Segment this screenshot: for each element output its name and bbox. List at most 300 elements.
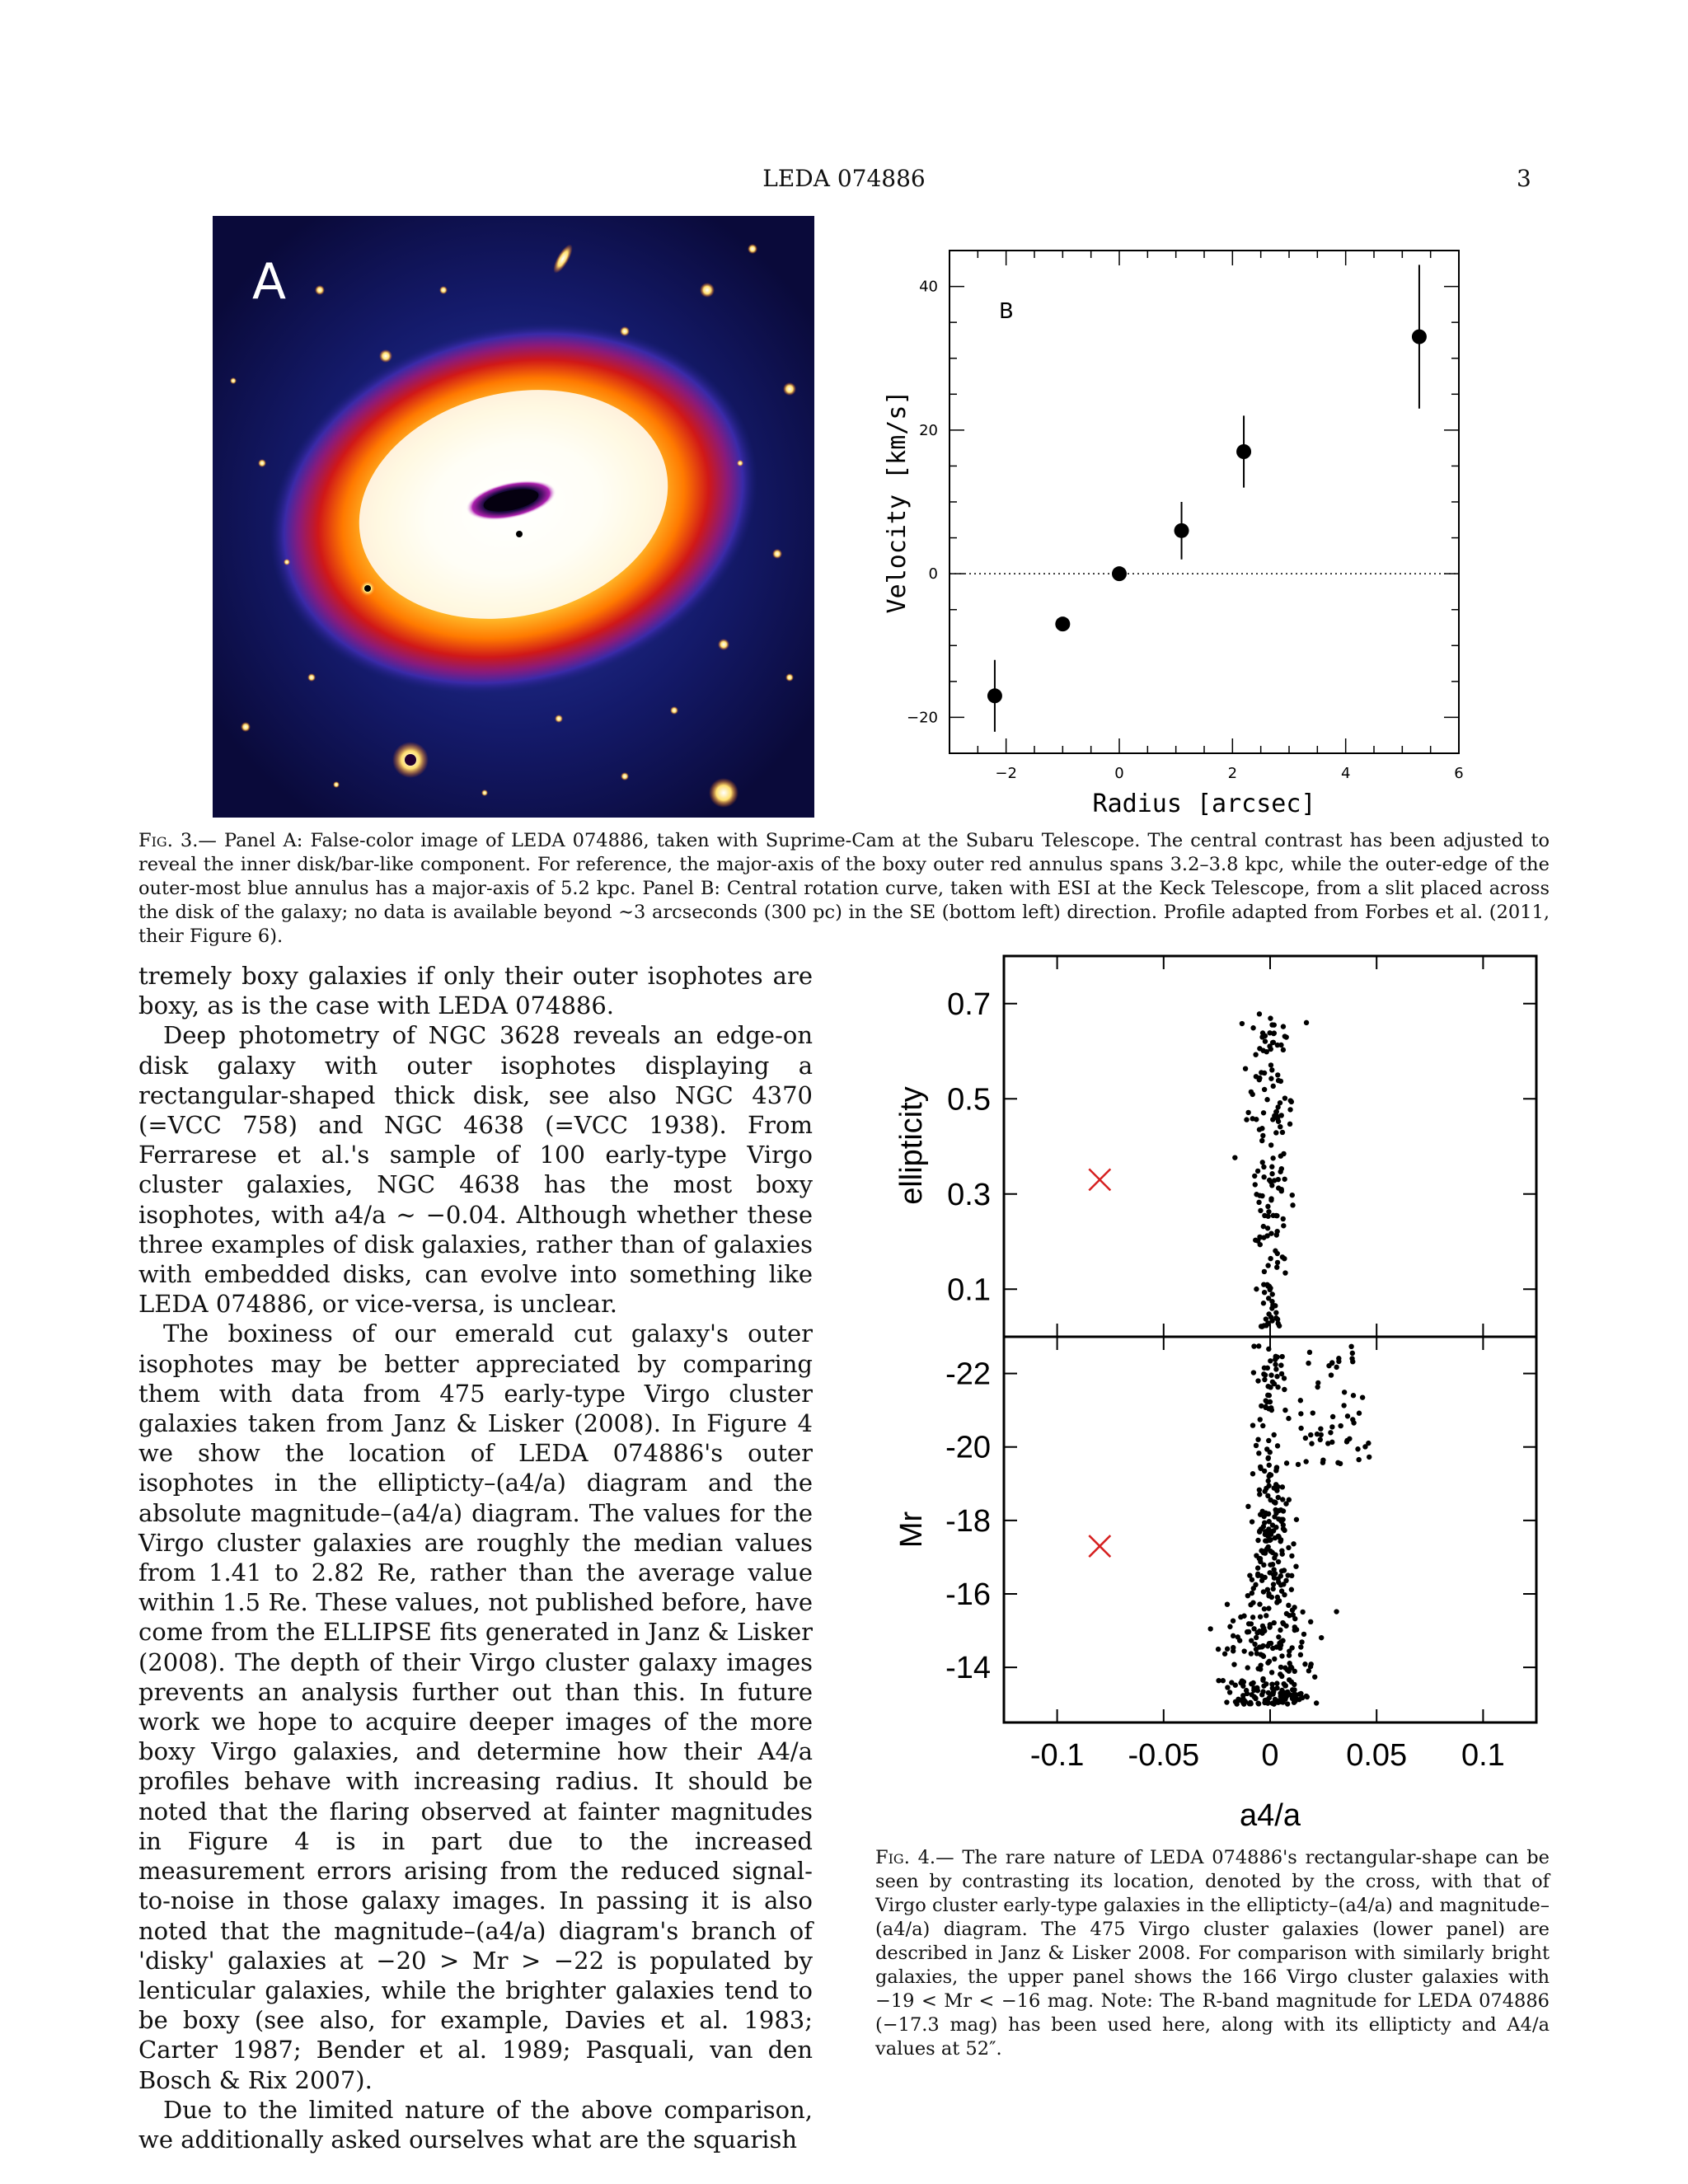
virgo-galaxy-point <box>1325 1441 1330 1446</box>
virgo-galaxy-point <box>1261 1371 1266 1376</box>
virgo-galaxy-point <box>1344 1439 1349 1444</box>
virgo-galaxy-point <box>1246 1621 1251 1626</box>
virgo-galaxy-point <box>1275 1577 1280 1582</box>
virgo-galaxy-point <box>1267 1178 1272 1183</box>
virgo-galaxy-point <box>1274 1600 1279 1605</box>
virgo-galaxy-point <box>1257 1488 1262 1493</box>
virgo-galaxy-point <box>1262 1520 1267 1525</box>
virgo-galaxy-point <box>1275 1251 1280 1256</box>
virgo-galaxy-point <box>1253 1052 1258 1057</box>
virgo-galaxy-point <box>1260 1423 1265 1428</box>
virgo-galaxy-point <box>1273 1315 1278 1320</box>
virgo-galaxy-point <box>1266 1479 1271 1483</box>
virgo-galaxy-point <box>1254 1117 1259 1122</box>
virgo-galaxy-point <box>1276 1185 1281 1190</box>
virgo-galaxy-point <box>1273 1500 1278 1505</box>
x-tick-label: 4 <box>1340 765 1351 782</box>
virgo-galaxy-point <box>1261 1301 1266 1305</box>
virgo-galaxy-point <box>1307 1350 1312 1355</box>
virgo-galaxy-point <box>1301 1632 1306 1637</box>
virgo-galaxy-point <box>1258 1666 1263 1671</box>
virgo-galaxy-point <box>1243 1066 1248 1071</box>
virgo-galaxy-point <box>1269 1165 1274 1169</box>
virgo-galaxy-point <box>1282 1095 1287 1100</box>
virgo-galaxy-point <box>1356 1457 1361 1462</box>
leda-cross-markers <box>1089 1169 1110 1557</box>
virgo-galaxy-point <box>1270 1522 1275 1527</box>
virgo-galaxy-point <box>1271 1031 1276 1036</box>
virgo-galaxy-point <box>1249 1090 1254 1094</box>
y-tick-label: 0.5 <box>947 1082 991 1118</box>
virgo-galaxy-point <box>1268 1385 1273 1390</box>
virgo-galaxy-point <box>1279 1371 1284 1376</box>
y-tick-label: 40 <box>919 278 938 296</box>
virgo-galaxy-point <box>1267 1659 1272 1664</box>
paragraph-3: The boxiness of our emerald cut galaxy's outer isophotes may be better appreciated by comparing them with data from 475 early-type Virgo cluster galaxies taken from Janz & Lisker (2008). In Figure 4 we show the location of LEDA 074886's outer isophotes in the ellipticty–(a4/a) diagram and the absolute magnitude–(a4/a) diagram. The values for the Virgo cluster galaxies are roughly the median values from 1.41 to 2.82 Re, rather than the average value within 1.5 Re. These values, not published before, have come from the ELLIPSE fits generated in Janz & Lisker (2008). The depth of their Virgo cluster galaxy images prevents an analysis further out than this. In future work we hope to acquire deeper images of the more boxy Virgo galaxies, and determine how their A4/a profiles behave with increasing radius. It should be noted that the flaring observed at fainter magnitudes in Figure 4 is in part due to the increased measurement errors arising from the reduced signal-to-noise in those galaxy images. In passing it is also noted that the magnitude–(a4/a) diagram's branch of 'disky' galaxies at −20 > Mr > −22 is populated by lenticular galaxies, while the brighter galaxies tend to be boxy (see also, for example, Davies et al. 1983; Carter 1987; Bender et al. 1989; Pasquali, van den Bosch & Rix 2007). <box>138 1319 813 2094</box>
virgo-galaxy-point <box>1275 1072 1280 1077</box>
virgo-galaxy-point <box>1261 1174 1266 1179</box>
virgo-galaxy-point <box>1261 1550 1266 1555</box>
virgo-galaxy-point <box>1269 1670 1274 1675</box>
virgo-galaxy-point <box>1253 1695 1258 1700</box>
virgo-galaxy-point <box>1367 1455 1372 1460</box>
virgo-galaxy-point <box>1273 1130 1278 1135</box>
virgo-galaxy-point <box>1232 1155 1237 1160</box>
virgo-galaxy-point <box>1268 1256 1273 1261</box>
virgo-galaxy-point <box>1250 1615 1255 1619</box>
virgo-galaxy-point <box>1266 1483 1271 1488</box>
paragraph-2: Deep photometry of NGC 3628 reveals an edge-on disk galaxy with outer isophotes displaying a rectangular-shaped thick disk, see also NGC 4370 (=VCC 758) and NGC 4638 (=VCC 1938). From Ferrarese et al.'s sample of 100 early-type Virgo cluster galaxies, NGC 4638 has the most boxy isophotes, with a4/a ∼ −0.04. Although whether these three examples of disk galaxies, rather than of galaxies with embedded disks, can evolve into something like LEDA 074886, or vice-versa, is unclear. <box>138 1021 813 1319</box>
figure3-caption-text: Panel A: False-color image of LEDA 074886, taken with Suprime-Cam at the Subaru Telescope. The central contrast has been adjusted to reveal the inner disk/bar-like component. For reference, the major-axis of the boxy outer red annulus spans 3.2–3.8 kpc, while the outer-edge of the outer-most blue annulus has a major-axis of 5.2 kpc. Panel B: Central rotation curve, taken with ESI at the Keck Telescope, from a slit placed across the disk of the galaxy; no data is available beyond ∼3 arcseconds (300 pc) in the SE (bottom left) direction. Profile adapted from Forbes et al. (2011, their Figure 6). <box>138 830 1550 947</box>
figure3-panel-a-image <box>213 216 814 818</box>
virgo-galaxy-point <box>1274 1680 1279 1685</box>
virgo-galaxy-point <box>1227 1690 1232 1694</box>
virgo-galaxy-point <box>1258 1466 1263 1471</box>
virgo-galaxy-point <box>1279 1674 1284 1679</box>
virgo-galaxy-point <box>1260 1133 1265 1138</box>
virgo-galaxy-point <box>1280 1254 1285 1259</box>
virgo-galaxy-point <box>1298 1411 1303 1416</box>
velocity-point <box>1412 330 1427 344</box>
virgo-galaxy-point <box>1292 1616 1297 1621</box>
virgo-galaxy-point <box>1274 1465 1279 1469</box>
virgo-galaxy-point <box>1366 1441 1371 1446</box>
virgo-galaxy-point <box>1270 1691 1275 1696</box>
virgo-galaxy-point <box>1299 1639 1304 1644</box>
virgo-galaxy-point <box>1267 1624 1272 1629</box>
virgo-galaxy-point <box>1283 1578 1288 1583</box>
x-tick-label: -0.05 <box>1128 1738 1200 1773</box>
virgo-galaxy-point <box>1254 1192 1259 1197</box>
virgo-galaxy-point <box>1254 1635 1259 1640</box>
virgo-galaxy-point <box>1249 1638 1254 1643</box>
virgo-galaxy-point <box>1259 1193 1264 1198</box>
virgo-galaxy-point <box>1282 1177 1287 1182</box>
virgo-galaxy-point <box>1282 1408 1287 1413</box>
virgo-galaxy-point <box>1329 1360 1334 1365</box>
virgo-galaxy-point <box>1282 1376 1287 1380</box>
virgo-galaxy-point <box>1273 1213 1278 1218</box>
virgo-galaxy-point <box>1269 1022 1274 1027</box>
virgo-galaxy-point <box>1259 1324 1264 1329</box>
virgo-galaxy-point <box>1244 1117 1249 1122</box>
virgo-galaxy-point <box>1222 1652 1227 1657</box>
virgo-galaxy-point <box>1282 1697 1287 1702</box>
x-tick-label: 6 <box>1454 765 1464 782</box>
virgo-galaxy-point <box>1335 1460 1340 1465</box>
virgo-galaxy-point <box>1257 1601 1262 1606</box>
virgo-galaxy-point <box>1259 1034 1264 1039</box>
virgo-galaxy-point <box>1268 1562 1273 1567</box>
virgo-galaxy-point <box>1268 1537 1273 1542</box>
virgo-galaxy-point <box>1269 1595 1274 1600</box>
virgo-galaxy-point <box>1274 1685 1279 1690</box>
virgo-galaxy-point <box>1360 1394 1365 1399</box>
virgo-galaxy-point <box>1298 1652 1303 1657</box>
virgo-galaxy-point <box>1268 1062 1273 1067</box>
virgo-galaxy-point <box>1260 1160 1265 1165</box>
virgo-galaxy-point <box>1281 1223 1286 1228</box>
virgo-galaxy-point <box>1238 1680 1243 1685</box>
virgo-galaxy-point <box>1315 1432 1320 1436</box>
virgo-galaxy-point <box>1312 1675 1317 1680</box>
virgo-galaxy-point <box>1338 1423 1343 1428</box>
virgo-galaxy-point <box>1251 1370 1256 1375</box>
figure3-caption <box>138 829 1550 949</box>
virgo-galaxy-point <box>1272 1657 1277 1661</box>
virgo-galaxy-point <box>1278 1628 1282 1633</box>
upper-y-axis-label: ellipticity <box>894 1086 929 1205</box>
virgo-galaxy-point <box>1262 1087 1267 1092</box>
virgo-galaxy-point <box>1251 1688 1256 1693</box>
virgo-galaxy-point <box>1260 1677 1265 1682</box>
virgo-galaxy-point <box>1254 1286 1259 1291</box>
virgo-galaxy-point <box>1341 1403 1346 1408</box>
virgo-galaxy-point <box>1287 1122 1292 1127</box>
virgo-galaxy-point <box>1306 1361 1311 1366</box>
velocity-point <box>1236 444 1251 459</box>
virgo-galaxy-point <box>1269 1171 1274 1176</box>
virgo-galaxy-point <box>1260 1652 1265 1657</box>
virgo-galaxy-point <box>1266 1690 1271 1695</box>
virgo-galaxy-point <box>1269 1183 1274 1188</box>
virgo-galaxy-point <box>1256 1343 1261 1348</box>
panel-a-label: A <box>252 253 287 311</box>
virgo-galaxy-point <box>1285 1572 1290 1577</box>
virgo-galaxy-point <box>1274 1109 1279 1114</box>
virgo-galaxy-point <box>1281 1047 1286 1052</box>
virgo-galaxy-point <box>1292 1624 1297 1629</box>
virgo-galaxy-point <box>1231 1648 1236 1653</box>
virgo-galaxy-point <box>1274 1232 1279 1237</box>
lower-y-axis-label: Mr <box>894 1511 929 1549</box>
virgo-galaxy-point <box>1279 1688 1284 1693</box>
virgo-galaxy-point <box>1345 1413 1350 1418</box>
virgo-galaxy-point <box>1268 1641 1273 1646</box>
virgo-galaxy-point <box>1294 1517 1299 1522</box>
virgo-galaxy-point <box>1253 1182 1258 1187</box>
virgo-galaxy-point <box>1253 1582 1258 1587</box>
virgo-galaxy-point <box>1250 1025 1255 1030</box>
y-tick-label: 0 <box>928 565 938 583</box>
virgo-galaxy-point <box>1262 1377 1267 1382</box>
virgo-galaxy-point <box>1275 1385 1280 1390</box>
virgo-galaxy-point <box>1262 1488 1267 1493</box>
virgo-galaxy-point <box>1227 1624 1232 1629</box>
virgo-galaxy-point <box>1225 1601 1230 1606</box>
y-tick-label: -22 <box>945 1357 991 1392</box>
virgo-galaxy-point <box>1290 1687 1295 1692</box>
virgo-galaxy-point <box>1266 1526 1271 1531</box>
virgo-galaxy-point <box>1282 1270 1287 1275</box>
virgo-galaxy-point <box>1286 1545 1291 1550</box>
virgo-galaxy-point <box>1290 1193 1295 1197</box>
virgo-galaxy-point <box>1264 1097 1269 1102</box>
virgo-galaxy-point <box>1225 1647 1230 1652</box>
virgo-galaxy-point <box>1261 1165 1266 1169</box>
virgo-galaxy-point <box>1282 1681 1287 1686</box>
virgo-galaxy-point <box>1278 1154 1283 1159</box>
virgo-galaxy-point <box>1330 1414 1335 1419</box>
virgo-galaxy-point <box>1286 1603 1291 1608</box>
virgo-galaxy-point <box>1237 1638 1242 1643</box>
virgo-galaxy-point <box>1274 1264 1279 1269</box>
y-tick-label: -16 <box>945 1577 991 1612</box>
virgo-galaxy-point <box>1257 1076 1262 1080</box>
virgo-galaxy-point <box>1318 1437 1323 1442</box>
virgo-galaxy-point <box>1231 1661 1236 1666</box>
virgo-galaxy-point <box>1265 1544 1270 1549</box>
virgo-galaxy-point <box>1254 1443 1259 1448</box>
virgo-galaxy-point <box>1265 1263 1270 1268</box>
virgo-galaxy-point <box>1249 1681 1254 1686</box>
plot-frame <box>950 251 1459 753</box>
x-tick-label: −2 <box>995 765 1017 782</box>
virgo-galaxy-point <box>1268 1358 1273 1363</box>
x-tick-label: 0 <box>1114 765 1124 782</box>
virgo-galaxy-point <box>1266 1311 1271 1316</box>
virgo-galaxy-point <box>1355 1446 1360 1451</box>
virgo-galaxy-point <box>1303 1459 1308 1464</box>
virgo-galaxy-point <box>1265 1393 1270 1398</box>
virgo-galaxy-point <box>1276 1559 1281 1564</box>
virgo-galaxy-point <box>1251 1343 1256 1348</box>
virgo-galaxy-point <box>1272 1432 1277 1437</box>
figure4-caption-label: Fig. 4.— <box>875 1847 954 1868</box>
virgo-galaxy-point <box>1261 1683 1266 1688</box>
virgo-galaxy-point <box>1278 1665 1283 1670</box>
virgo-galaxy-point <box>1259 1126 1264 1131</box>
virgo-galaxy-point <box>1273 1361 1278 1366</box>
virgo-galaxy-point <box>1270 1291 1275 1296</box>
virgo-galaxy-point <box>1275 1043 1280 1047</box>
virgo-galaxy-point <box>1266 1347 1271 1352</box>
virgo-galaxy-point <box>1304 1020 1309 1025</box>
virgo-galaxy-point <box>1342 1390 1347 1394</box>
virgo-galaxy-point <box>1264 1613 1268 1618</box>
virgo-galaxy-point <box>1265 1204 1270 1209</box>
virgo-galaxy-point <box>1259 1509 1264 1514</box>
virgo-galaxy-point <box>1298 1398 1303 1403</box>
virgo-galaxy-point <box>1282 1387 1287 1392</box>
y-tick-label: 20 <box>919 421 938 439</box>
figure4-caption <box>875 1846 1550 2061</box>
virgo-galaxy-point <box>1273 1366 1278 1371</box>
virgo-galaxy-point <box>1272 1178 1277 1183</box>
virgo-galaxy-point <box>1290 1607 1295 1612</box>
virgo-galaxy-point <box>1273 1482 1278 1487</box>
virgo-galaxy-point <box>1291 1541 1296 1546</box>
virgo-galaxy-point <box>1273 1357 1278 1361</box>
virgo-galaxy-point <box>1308 1432 1313 1437</box>
virgo-galaxy-point <box>1288 1098 1293 1103</box>
virgo-galaxy-point <box>1329 1424 1334 1429</box>
virgo-galaxy-point <box>1271 1084 1276 1089</box>
virgo-galaxy-point <box>1259 1573 1264 1578</box>
virgo-galaxy-point <box>1257 1011 1262 1016</box>
x-tick-label: 0 <box>1261 1738 1279 1773</box>
virgo-galaxy-point <box>1273 1310 1278 1315</box>
rotation-curve-svg <box>857 221 1484 827</box>
virgo-galaxy-point <box>1274 1113 1279 1118</box>
virgo-galaxy-point <box>1216 1647 1221 1652</box>
velocity-point <box>987 688 1002 703</box>
virgo-galaxy-point <box>1315 1385 1320 1390</box>
virgo-galaxy-point <box>1273 1303 1278 1308</box>
virgo-galaxy-point <box>1207 1626 1212 1631</box>
figure3-panel-b-chart <box>857 221 1484 827</box>
virgo-galaxy-point <box>1289 1587 1294 1592</box>
figure4-axis-ticks <box>945 956 1536 1773</box>
y-tick-label: −20 <box>907 709 938 727</box>
virgo-galaxy-point <box>1270 1586 1275 1591</box>
virgo-galaxy-point <box>1281 1216 1286 1221</box>
panel-b-label: B <box>999 299 1014 324</box>
virgo-galaxy-point <box>1255 1436 1260 1441</box>
virgo-galaxy-point <box>1268 1142 1273 1147</box>
virgo-galaxy-point <box>1240 1696 1245 1701</box>
virgo-galaxy-point <box>1241 1648 1246 1653</box>
virgo-galaxy-point <box>1268 1450 1273 1455</box>
virgo-galaxy-point <box>1284 1667 1289 1672</box>
virgo-galaxy-point <box>1245 1593 1250 1598</box>
virgo-galaxy-point <box>1255 1538 1260 1543</box>
virgo-galaxy-point <box>1280 1484 1285 1489</box>
virgo-galaxy-point <box>1260 1689 1265 1694</box>
x-tick-label: 0.05 <box>1346 1738 1408 1773</box>
virgo-galaxy-point <box>1261 1563 1266 1568</box>
virgo-galaxy-point <box>1259 1138 1264 1143</box>
virgo-galaxy-point <box>1233 1699 1238 1704</box>
virgo-galaxy-point <box>1224 1699 1229 1704</box>
virgo-galaxy-point <box>1318 1426 1323 1431</box>
virgo-galaxy-point <box>1305 1694 1310 1699</box>
figure4-caption-text: The rare nature of LEDA 074886's rectangular-shape can be seen by contrasting its location, denoted by the cross, with that of Virgo cluster early-type galaxies in the ellipticty–(a4/a) and magnitude–(a4/a) diagram. The 475 Virgo cluster galaxies (lower panel) are described in Janz & Lisker 2008. For comparison with similarly bright galaxies, the upper panel shows the 166 Virgo cluster galaxies with −19 < Mr < −16 mag. Note: The R-band magnitude for LEDA 074886 (−17.3 mag) has been used here, along with its ellipticty and A4/a values at 52″. <box>875 1847 1550 2060</box>
virgo-galaxy-point <box>1293 1563 1298 1568</box>
virgo-galaxy-point <box>1276 1495 1281 1500</box>
virgo-galaxy-point <box>1265 1226 1270 1230</box>
virgo-galaxy-point <box>1271 1528 1276 1533</box>
virgo-galaxy-point <box>1278 1100 1282 1105</box>
virgo-galaxy-point <box>1258 1556 1263 1561</box>
virgo-galaxy-point <box>1292 1682 1296 1687</box>
virgo-galaxy-point <box>1245 1504 1250 1509</box>
virgo-galaxy-point <box>1278 1643 1283 1647</box>
virgo-galaxy-point <box>1334 1365 1339 1370</box>
virgo-galaxy-point <box>1266 1209 1271 1214</box>
virgo-galaxy-point <box>1249 1651 1254 1656</box>
virgo-galaxy-point <box>1273 1511 1278 1516</box>
virgo-galaxy-point <box>1266 1455 1271 1460</box>
virgo-galaxy-point <box>1262 1629 1267 1633</box>
virgo-galaxy-point <box>1262 1606 1267 1611</box>
virgo-galaxy-point <box>1278 1169 1282 1174</box>
x-axis-label: a4/a <box>1240 1798 1301 1833</box>
figure3-caption-label: Fig. 3.— <box>138 830 217 851</box>
virgo-galaxy-point <box>1303 1436 1308 1441</box>
virgo-galaxy-point <box>1259 1070 1264 1075</box>
virgo-galaxy-point <box>1240 1021 1245 1026</box>
virgo-galaxy-point <box>1290 1202 1295 1207</box>
virgo-galaxy-point <box>1254 1647 1259 1652</box>
upper-panel-points <box>1232 1011 1309 1329</box>
virgo-galaxy-point <box>1351 1420 1356 1425</box>
virgo-galaxy-point <box>1261 1235 1266 1240</box>
virgo-galaxy-point <box>1320 1457 1325 1462</box>
virgo-galaxy-point <box>1250 1422 1255 1427</box>
virgo-galaxy-point <box>1311 1410 1315 1415</box>
virgo-galaxy-point <box>1308 1661 1313 1666</box>
virgo-galaxy-point <box>1266 1474 1271 1479</box>
virgo-galaxy-point <box>1255 1565 1260 1570</box>
velocity-point <box>1175 523 1189 538</box>
virgo-galaxy-point <box>1269 1299 1274 1304</box>
virgo-galaxy-point <box>1281 1024 1286 1029</box>
virgo-galaxy-point <box>1285 1701 1290 1706</box>
galaxy-false-color-image <box>213 216 814 818</box>
virgo-galaxy-point <box>1300 1610 1305 1615</box>
virgo-galaxy-point <box>1274 1374 1279 1379</box>
virgo-galaxy-point <box>1328 1430 1333 1435</box>
virgo-galaxy-point <box>1225 1685 1230 1690</box>
virgo-galaxy-point <box>1276 1634 1281 1639</box>
virgo-galaxy-point <box>1281 1621 1286 1626</box>
virgo-galaxy-point <box>1269 1408 1274 1413</box>
virgo-galaxy-point <box>1250 1519 1254 1524</box>
virgo-galaxy-point <box>1281 1526 1286 1531</box>
virgo-galaxy-point <box>1267 1463 1272 1468</box>
virgo-galaxy-point <box>1267 1570 1272 1575</box>
virgo-galaxy-point <box>1252 1174 1257 1179</box>
virgo-galaxy-point <box>1276 1078 1281 1083</box>
virgo-galaxy-point <box>1289 1665 1294 1670</box>
virgo-galaxy-point <box>1306 1668 1311 1673</box>
virgo-galaxy-point <box>1270 1155 1275 1160</box>
virgo-galaxy-point <box>1273 1552 1278 1557</box>
y-tick-label: -18 <box>945 1503 991 1539</box>
virgo-galaxy-point <box>1265 1699 1270 1704</box>
figure4-chart <box>857 948 1566 1838</box>
virgo-galaxy-point <box>1270 1646 1275 1651</box>
virgo-galaxy-point <box>1259 1526 1264 1531</box>
virgo-galaxy-point <box>1269 1681 1274 1686</box>
virgo-galaxy-point <box>1276 1535 1281 1540</box>
virgo-galaxy-point <box>1231 1618 1236 1623</box>
y-tick-label: -20 <box>945 1430 991 1465</box>
page-number: 3 <box>1517 165 1531 192</box>
virgo-galaxy-point <box>1270 1117 1275 1122</box>
virgo-galaxy-point <box>1260 1047 1265 1052</box>
